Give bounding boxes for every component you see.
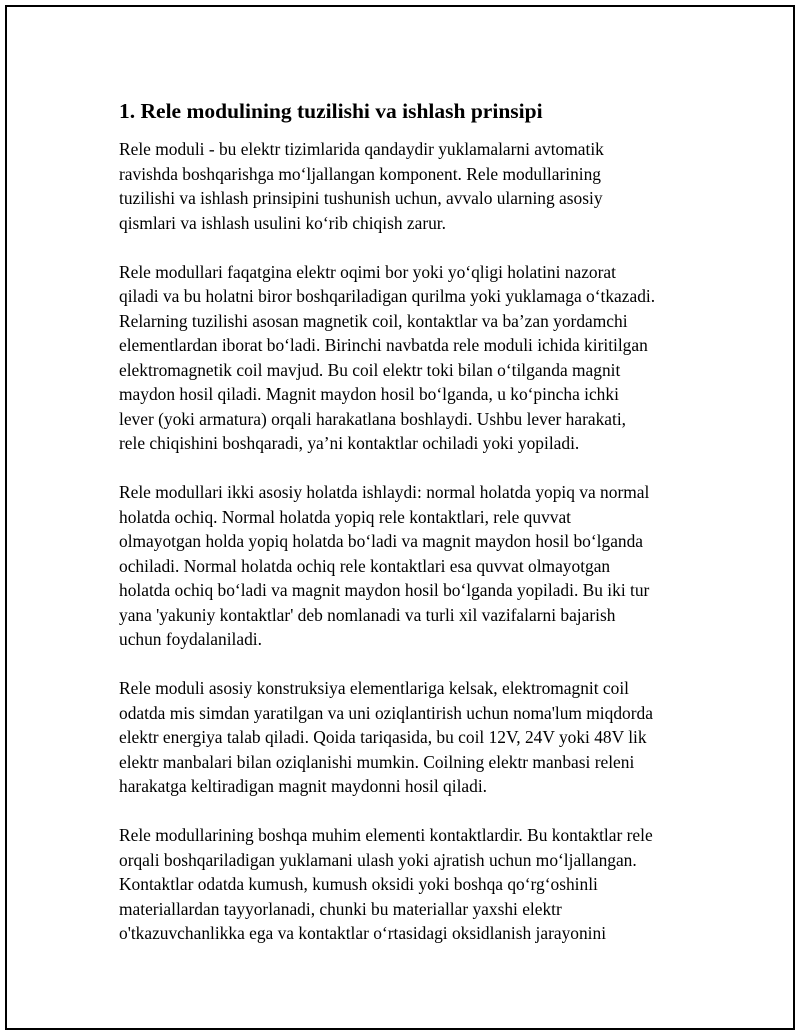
text-line: tuzilishi va ishlash prinsipini tushunish uchun, avvalo ularning asosiy — [119, 188, 603, 208]
text-line: materiallardan tayyorlanadi, chunki bu materiallar yaxshi elektr — [119, 898, 562, 919]
paragraph-1 — [119, 137, 699, 235]
document-content — [119, 95, 699, 970]
text-line: rele chiqishini boshqaradi, ya’ni kontaktlar ochiladi yoki yopiladi. — [119, 433, 580, 453]
text-line: maydon hosil qiladi. Magnit maydon hosil bo‘lganda, u ko‘pincha ichki — [119, 384, 619, 404]
paragraph-5 — [119, 823, 699, 946]
text-line: olmayotgan holda yopiq holatda bo‘ladi va magnit maydon hosil bo‘lganda — [119, 531, 644, 551]
document-page — [5, 5, 795, 1030]
text-line: yana 'yakuniy kontaktlar' deb nomlanadi va turli xil vazifalarni bajarish — [119, 604, 616, 625]
text-line: Kontaktlar odatda kumush, kumush oksidi yoki boshqa qo‘rg‘oshinli — [119, 874, 598, 894]
text-line: orqali boshqariladigan yuklamani ulash yoki ajratish uchun mo‘ljallangan. — [119, 849, 637, 870]
text-line: Rele moduli - bu elektr tizimlarida qandaydir yuklamalarni avtomatik — [119, 139, 604, 159]
paragraph-3 — [119, 480, 699, 652]
text-line: holatda ochiq. Normal holatda yopiq rele kontaktlari, rele quvvat — [119, 506, 572, 527]
text-line: ravishda boshqarishga mo‘ljallangan komponent. Rele modullarining — [119, 163, 602, 184]
text-line: elektr energiya talab qiladi. Qoida tariqasida, bu coil 12V, 24V yoki 48V lik — [119, 727, 647, 747]
text-line: holatda ochiq bo‘ladi va magnit maydon hosil bo‘lganda yopiladi. Bu iki tur — [119, 580, 650, 600]
text-line: elektr manbalari bilan oziqlanishi mumkin. Coilning elektr manbasi releni — [119, 751, 635, 772]
text-line: harakatga keltiradigan magnit maydonni hosil qiladi. — [119, 776, 488, 796]
text-line: o'tkazuvchanlikka ega va kontaktlar o‘rtasidagi oksidlanish jarayonini — [119, 923, 607, 943]
text-line: Rele modullari ikki asosiy holatda ishlaydi: normal holatda yopiq va normal — [119, 482, 650, 502]
text-line: uchun foydalaniladi. — [119, 629, 262, 649]
paragraph-2 — [119, 260, 699, 456]
text-line: Rele modullari faqatgina elektr oqimi bor yoki yo‘qligi holatini nazorat — [119, 261, 616, 282]
text-line: qiladi va bu holatni biror boshqariladigan qurilma yoki yuklamaga o‘tkazadi. — [119, 286, 656, 306]
text-line: odatda mis simdan yaratilgan va uni oziqlantirish uchun noma'lum miqdorda — [119, 702, 653, 723]
text-line: qismlari va ishlash usulini ko‘rib chiqish zarur. — [119, 212, 446, 233]
paragraph-4 — [119, 676, 699, 799]
text-line: elementlardan iborat bo‘ladi. Birinchi navbatda rele moduli ichida kiritilgan — [119, 335, 648, 355]
text-line: Rele modullarining boshqa muhim elementi kontaktlardir. Bu kontaktlar rele — [119, 825, 653, 845]
text-line: elektromagnetik coil mavjud. Bu coil elektr toki bilan o‘tilganda magnit — [119, 359, 621, 380]
text-line: lever (yoki armatura) orqali harakatlana boshlaydi. Ushbu lever harakati, — [119, 408, 627, 429]
text-line: ochiladi. Normal holatda ochiq rele kontaktlari esa quvvat olmayotgan — [119, 555, 611, 576]
text-line: Relarning tuzilishi asosan magnetik coil, kontaktlar va ba’zan yordamchi — [119, 310, 628, 331]
text-line: Rele moduli asosiy konstruksiya elementlariga kelsak, elektromagnit coil — [119, 678, 630, 698]
section-heading: 1. Rele modulining tuzilishi va ishlash prinsipi — [119, 99, 543, 123]
